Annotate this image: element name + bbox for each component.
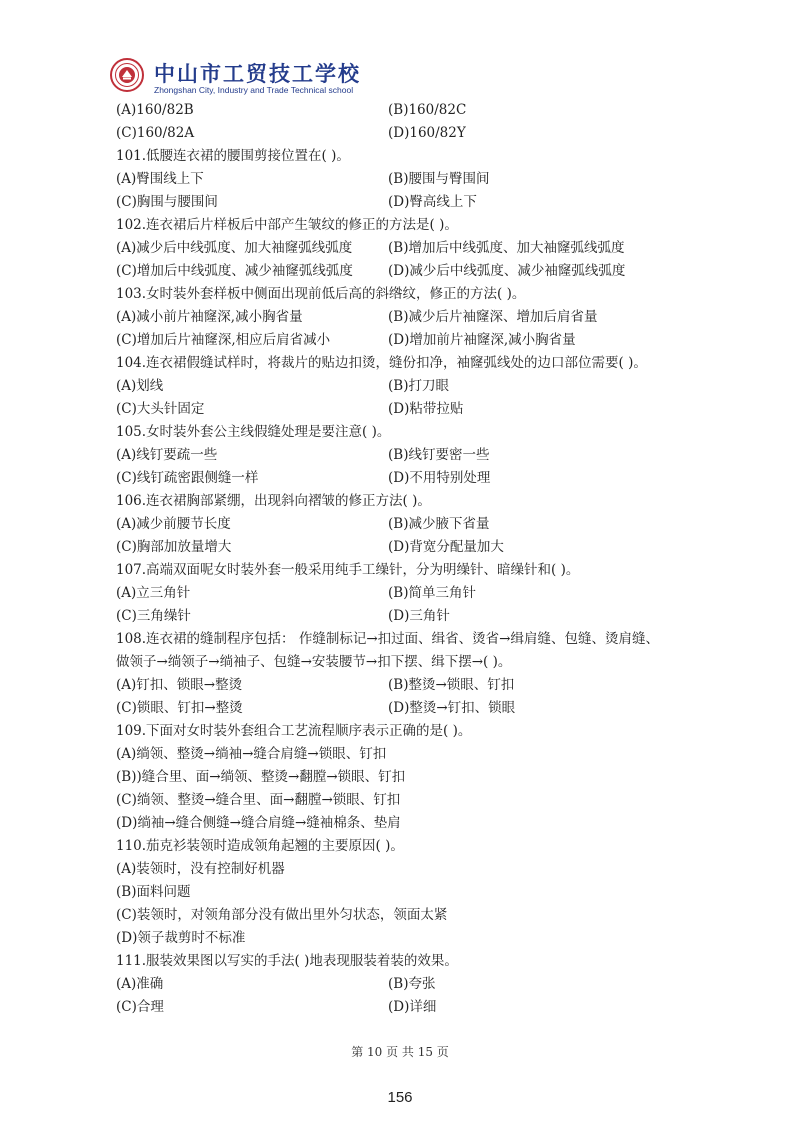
question-line: 做领子→绱领子→绱袖子、包缝→安装腰节→扣下摆、缉下摆→( )。 (116, 654, 512, 670)
option-row (116, 444, 716, 467)
option-right: (B)160/82C (388, 102, 467, 118)
question-line: 107.高端双面呢女时装外套一般采用纯手工缲针，分为明缲针、暗缲针和( )。 (116, 562, 580, 578)
option-row (116, 168, 716, 191)
page-number: 156 (387, 1089, 413, 1106)
option-left: (C)胸部加放量增大 (116, 539, 232, 555)
question-line: (D)绱袖→缝合侧缝→缝合肩缝→缝袖棉条、垫肩 (116, 815, 401, 831)
option-row (116, 697, 716, 720)
option-right: (D)160/82Y (388, 125, 466, 141)
option-right: (B)增加后中线弧度、加大袖窿弧线弧度 (388, 240, 625, 256)
option-left: (C)锁眼、钉扣→整烫 (116, 700, 243, 716)
option-right: (D)臀高线上下 (388, 194, 477, 210)
question-line: 110.茄克衫装领时造成领角起翘的主要原因( )。 (116, 838, 404, 854)
option-row (116, 122, 716, 145)
option-left: (C)大头针固定 (116, 401, 205, 417)
option-right: (D)整烫→钉扣、锁眼 (388, 700, 516, 716)
option-row (116, 536, 716, 559)
option-right: (D)三角针 (388, 608, 450, 624)
option-right: (D)减少后中线弧度、减少袖窿弧线弧度 (388, 263, 626, 279)
option-left: (A)臀围线上下 (116, 171, 204, 187)
option-left: (A)减少后中线弧度、加大袖窿弧线弧度 (116, 240, 353, 256)
option-row (116, 375, 716, 398)
option-left: (A)划线 (116, 378, 164, 394)
option-right: (D)背宽分配量加大 (388, 539, 504, 555)
question-line: 111.服装效果图以写实的手法( )地表现服装着装的效果。 (116, 953, 458, 969)
question-line: (A)装领时，没有控制好机器 (116, 861, 285, 877)
question-line: (C)绱领、整烫→缝合里、面→翻膛→锁眼、钉扣 (116, 792, 401, 808)
option-row (116, 191, 716, 214)
option-left: (A)立三角针 (116, 585, 191, 601)
question-line: 102.连衣裙后片样板后中部产生皱纹的修正的方法是( )。 (116, 217, 458, 233)
option-right: (B)整烫→锁眼、钉扣 (388, 677, 515, 693)
question-line: 108.连衣裙的缝制程序包括： 作缝制标记→扣过面、缉省、烫省→缉肩缝、包缝、烫肩缝、 (116, 631, 659, 647)
option-left: (C)合理 (116, 999, 164, 1015)
option-right: (D)增加前片袖窿深,减小胸省量 (388, 332, 576, 348)
school-name: 中山市工贸技工学校 (154, 62, 361, 86)
option-right: (B)打刀眼 (388, 378, 449, 394)
option-left: (C)线钉疏密跟侧缝一样 (116, 470, 259, 486)
question-line: (D)领子裁剪时不标准 (116, 930, 246, 946)
option-row (116, 306, 716, 329)
question-line: 109.下面对女时装外套组合工艺流程顺序表示正确的是( )。 (116, 723, 472, 739)
option-right: (B)夸张 (388, 976, 436, 992)
option-left: (C)胸围与腰围间 (116, 194, 218, 210)
option-row (116, 973, 716, 996)
option-left: (A)160/82B (116, 102, 194, 118)
option-row (116, 260, 716, 283)
question-line: 106.连衣裙胸部紧绷，出现斜向褶皱的修正方法( )。 (116, 493, 431, 509)
question-line: 103.女时装外套样板中侧面出现前低后高的斜绺纹，修正的方法( )。 (116, 286, 526, 302)
option-row (116, 513, 716, 536)
option-row (116, 674, 716, 697)
option-left: (A)减小前片袖窿深,减小胸省量 (116, 309, 303, 325)
page-info: 第 10 页 共 15 页 (351, 1045, 449, 1059)
option-row (116, 996, 716, 1019)
question-line: (A)绱领、整烫→绱袖→缝合肩缝→锁眼、钉扣 (116, 746, 387, 762)
option-left: (C)增加后片袖窿深,相应后肩省减小 (116, 332, 331, 348)
school-header (110, 58, 470, 98)
option-row (116, 605, 716, 628)
option-right: (D)不用特别处理 (388, 470, 491, 486)
question-line: (B))缝合里、面→绱领、整烫→翻膛→锁眼、钉扣 (116, 769, 406, 785)
option-left: (C)160/82A (116, 125, 195, 141)
exam-content (116, 99, 716, 1019)
option-right: (B)线钉要密一些 (388, 447, 490, 463)
option-row (116, 99, 716, 122)
option-right: (B)腰围与臀围间 (388, 171, 490, 187)
question-line: (B)面料问题 (116, 884, 191, 900)
option-row (116, 467, 716, 490)
school-logo-icon (110, 58, 144, 92)
option-left: (A)钉扣、锁眼→整烫 (116, 677, 243, 693)
option-right: (B)简单三角针 (388, 585, 476, 601)
option-right: (D)粘带拉贴 (388, 401, 464, 417)
option-row (116, 582, 716, 605)
school-english-name: Zhongshan City, Industry and Trade Technical school (154, 85, 354, 95)
option-row (116, 329, 716, 352)
option-row (116, 237, 716, 260)
question-line: 101.低腰连衣裙的腰围剪接位置在( )。 (116, 148, 350, 164)
option-left: (A)准确 (116, 976, 164, 992)
question-line: 104.连衣裙假缝试样时，将裁片的贴边扣烫，缝份扣净，袖窿弧线处的边口部位需要( )。 (116, 355, 647, 371)
option-left: (A)减少前腰节长度 (116, 516, 231, 532)
option-right: (B)减少后片袖窿深、增加后肩省量 (388, 309, 598, 325)
option-row (116, 398, 716, 421)
question-line: (C)装领时，对领角部分没有做出里外匀状态，领面太紧 (116, 907, 448, 923)
option-right: (B)减少腋下省量 (388, 516, 490, 532)
option-right: (D)详细 (388, 999, 437, 1015)
option-left: (C)增加后中线弧度、减少袖窿弧线弧度 (116, 263, 353, 279)
option-left: (A)线钉要疏一些 (116, 447, 218, 463)
option-left: (C)三角缲针 (116, 608, 191, 624)
question-line: 105.女时装外套公主线假缝处理是要注意( )。 (116, 424, 391, 440)
